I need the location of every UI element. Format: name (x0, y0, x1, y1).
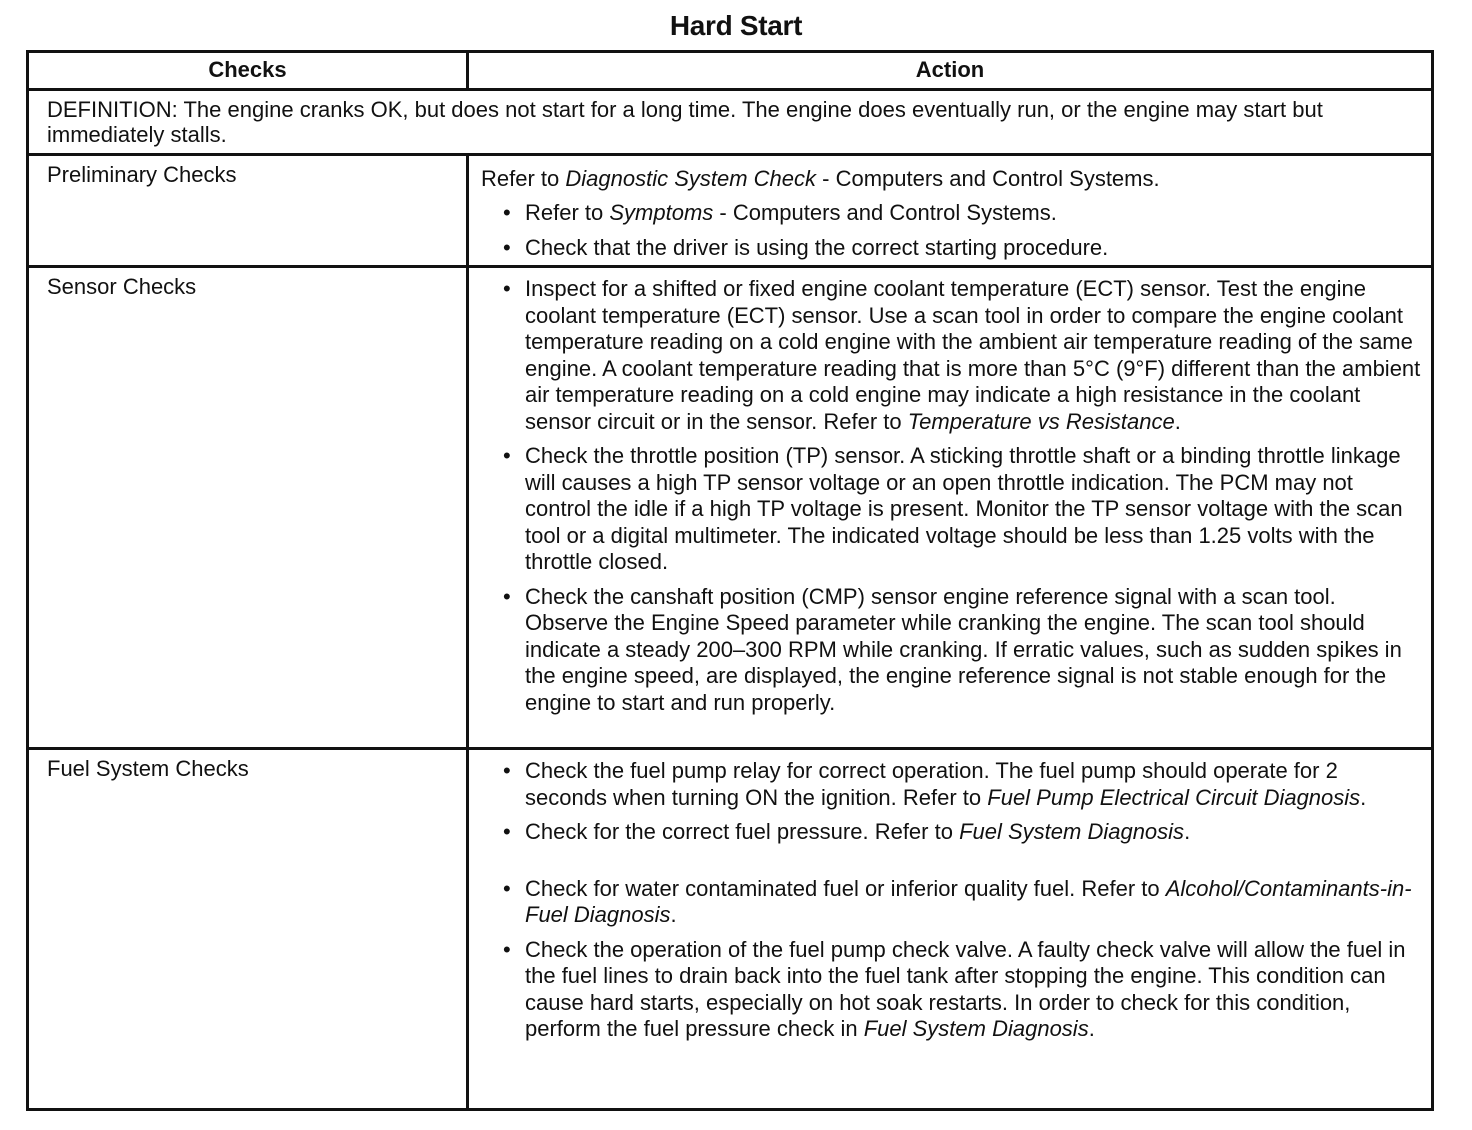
fuel-system-checks-action (469, 750, 1431, 1108)
preliminary-checks-row (29, 156, 1431, 268)
list-item: • Check the throttle position (TP) sensor. A sticking throttle shaft or a binding throttle linkage will causes a high TP sensor voltage or an open throttle indication. The PCM may not control the idle if a high TP voltage is present. Monitor the TP sensor voltage with the scan tool or a digital multimeter. The indicated voltage should be less than 1.25 volts with the throttle closed. (481, 443, 1421, 576)
list-item: • Check the canshaft position (CMP) sensor engine reference signal with a scan tool. Observe the Engine Speed parameter while cranking the engine. The scan tool should indicate a steady 200–300 RPM while cranking. If erratic values, such as sudden spikes in the engine speed, are displayed, the engine reference signal is not stable enough for the engine to start and run properly. (481, 584, 1421, 717)
list-item: • Check that the driver is using the correct starting procedure. (481, 235, 1421, 262)
fuel-system-checks-label: Fuel System Checks (29, 750, 469, 1108)
fuel-system-checks-row (29, 750, 1431, 1108)
definition-text: DEFINITION: The engine cranks OK, but does not start for a long time. The engine does eventually run, or the engine may start but immediately stalls. (47, 97, 1323, 147)
list-item: • Refer to Symptoms - Computers and Control Systems. (481, 200, 1421, 227)
sensor-checks-row (29, 268, 1431, 750)
preliminary-lead-text: Refer to Diagnostic System Check - Computers and Control Systems. (481, 166, 1160, 191)
preliminary-checks-label: Preliminary Checks (29, 156, 469, 265)
sensor-checks-action (469, 268, 1431, 747)
diagnosis-table (26, 50, 1434, 1111)
list-item: • Check for the correct fuel pressure. Refer to Fuel System Diagnosis. (481, 819, 1421, 846)
action-column-header: Action (915, 57, 985, 82)
sensor-checks-label: Sensor Checks (29, 268, 469, 747)
checks-column-header: Checks (29, 53, 469, 88)
preliminary-checks-action (469, 156, 1431, 265)
list-item: • Check the operation of the fuel pump check valve. A faulty check valve will allow the fuel in the fuel lines to drain back into the fuel tank after stopping the engine. This condition can cause hard starts, especially on hot soak restarts. In order to check for this condition, perform the fuel pressure check in Fuel System Diagnosis. (481, 937, 1421, 1043)
list-item: • Inspect for a shifted or fixed engine coolant temperature (ECT) sensor. Test the engine coolant temperature (ECT) sensor. Use a scan tool in order to compare the engine coolant temperature reading on a cold engine with the ambient air temperature reading of the same engine. A coolant temperature reading that is more than 5°C (9°F) different than the ambient air temperature reading on a cold engine may indicate a high resistance in the coolant sensor circuit or in the sensor. Refer to Temperature vs Resistance. (481, 276, 1421, 435)
definition-row (29, 91, 1431, 156)
page-title: Hard Start (669, 10, 803, 41)
table-header-row (29, 53, 1431, 91)
list-item: • Check the fuel pump relay for correct operation. The fuel pump should operate for 2 seconds when turning ON the ignition. Refer to Fuel Pump Electrical Circuit Diagnosis. (481, 758, 1421, 811)
list-item: • Check for water contaminated fuel or inferior quality fuel. Refer to Alcohol/Contaminants-in-Fuel Diagnosis. (481, 876, 1421, 929)
